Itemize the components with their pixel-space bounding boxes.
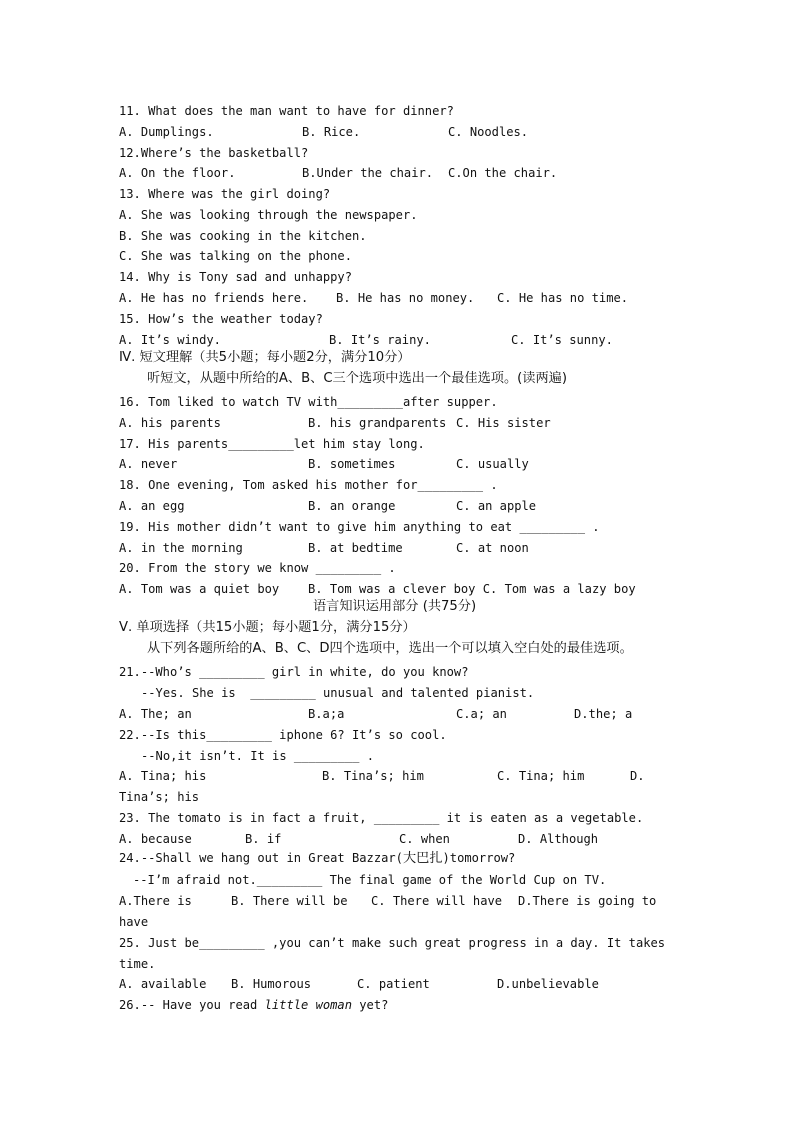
question-13-stem: 13. Where was the girl doing?	[119, 187, 331, 201]
q19-option-c: C. at noon	[456, 541, 529, 555]
q25-option-a: A. available	[119, 977, 207, 991]
q17-option-c: C. usually	[456, 457, 529, 471]
question-25-stem-continued: time.	[119, 957, 156, 971]
q12-option-a: A. On the floor.	[119, 166, 236, 180]
question-16-stem: 16. Tom liked to watch TV with_________after supper.	[119, 395, 498, 409]
q14-option-c: C. He has no time.	[497, 291, 629, 305]
question-21-line1: 21.--Who’s _________ girl in white, do you know?	[119, 665, 469, 679]
section-5-title: Ⅴ. 单项选择（共15小题；每小题1分，满分15分）	[119, 620, 416, 635]
q21-option-c: C.a; an	[456, 707, 507, 721]
q23-option-d: D. Although	[518, 832, 599, 846]
q24-line1-end: )tomorrow?	[442, 851, 516, 865]
q24-line1-start: 24.--Shall we hang out in Great Bazzar(	[119, 851, 403, 865]
q16-option-a: A. his parents	[119, 416, 221, 430]
q22-option-a: A. Tina; his	[119, 769, 207, 783]
section-4-title: Ⅳ. 短文理解（共5小题；每小题2分，满分10分）	[119, 350, 411, 365]
q12-option-c: C.On the chair.	[448, 166, 558, 180]
q26-stem-end: yet?	[352, 998, 389, 1012]
q20-option-a: A. Tom was a quiet boy	[119, 582, 280, 596]
question-14-stem: 14. Why is Tony sad and unhappy?	[119, 270, 352, 284]
q23-option-b: B. if	[245, 832, 282, 846]
section-4-instruction: 听短文，从题中所给的A、B、C三个选项中选出一个最佳选项。(读两遍)	[147, 371, 568, 386]
q21-option-a: A. The; an	[119, 707, 192, 721]
question-19-stem: 19. His mother didn’t want to give him anything to eat _________ .	[119, 520, 600, 534]
q24-place-name-chinese: 大巴扎	[402, 851, 443, 866]
q22-option-c: C. Tina; him	[497, 769, 585, 783]
q23-option-a: A. because	[119, 832, 192, 846]
q15-option-c: C. It’s sunny.	[511, 333, 613, 347]
q26-stem-start: 26.-- Have you read	[119, 998, 265, 1012]
q13-option-b: B. She was cooking in the kitchen.	[119, 229, 367, 243]
q15-option-a: A. It’s windy.	[119, 333, 221, 347]
q24-option-b: B. There will be	[231, 894, 348, 908]
q25-option-d: D.unbelievable	[497, 977, 599, 991]
q18-option-c: C. an apple	[456, 499, 537, 513]
q16-option-b: B. his grandparents	[308, 416, 447, 430]
q26-book-title: little woman	[264, 998, 352, 1012]
q24-option-d-continued: have	[119, 915, 149, 929]
q17-option-b: B. sometimes	[308, 457, 396, 471]
question-24-line1	[119, 850, 515, 867]
q19-option-b: B. at bedtime	[308, 541, 403, 555]
question-22-line1: 22.--Is this_________ iphone 6? It’s so cool.	[119, 728, 447, 742]
question-26-stem	[119, 997, 388, 1013]
q23-option-c: C. when	[399, 832, 450, 846]
q19-option-a: A. in the morning	[119, 541, 243, 555]
q12-option-b: B.Under the chair.	[302, 166, 434, 180]
question-24-line2: --I’m afraid not._________ The final game of the World Cup on TV.	[133, 873, 607, 887]
q22-option-d-continued: Tina’s; his	[119, 790, 200, 804]
question-20-stem: 20. From the story we know _________ .	[119, 561, 396, 575]
q25-option-c: C. patient	[357, 977, 430, 991]
q25-option-b: B. Humorous	[231, 977, 312, 991]
q18-option-a: A. an egg	[119, 499, 185, 513]
q16-option-c: C. His sister	[456, 416, 551, 430]
q11-option-c: C. Noodles.	[448, 125, 529, 139]
q24-option-c: C. There will have	[371, 894, 503, 908]
q11-option-b: B. Rice.	[302, 125, 361, 139]
q13-option-a: A. She was looking through the newspaper.	[119, 208, 418, 222]
q18-option-b: B. an orange	[308, 499, 396, 513]
question-25-stem: 25. Just be_________ ,you can’t make such great progress in a day. It takes	[119, 936, 666, 950]
section-5-instruction: 从下列各题所给的A、B、C、D四个选项中，选出一个可以填入空白处的最佳选项。	[147, 641, 633, 656]
q21-option-d: D.the; a	[574, 707, 633, 721]
q22-option-b: B. Tina’s; him	[322, 769, 424, 783]
q17-option-a: A. never	[119, 457, 178, 471]
q22-option-d: D.	[630, 769, 645, 783]
q13-option-c: C. She was talking on the phone.	[119, 249, 352, 263]
q20-options-b-c: B. Tom was a clever boy C. Tom was a lazy boy	[308, 582, 636, 596]
part-title: 语言知识运用部分 (共75分)	[313, 599, 477, 614]
q24-option-d: D.There is going to	[518, 894, 657, 908]
q21-option-b: B.a;a	[308, 707, 345, 721]
q15-option-b: B. It’s rainy.	[329, 333, 431, 347]
q14-option-b: B. He has no money.	[336, 291, 475, 305]
question-18-stem: 18. One evening, Tom asked his mother for_________ .	[119, 478, 498, 492]
question-23-stem: 23. The tomato is in fact a fruit, _________ it is eaten as a vegetable.	[119, 811, 644, 825]
question-22-line2: --No,it isn’t. It is _________ .	[141, 749, 374, 763]
question-11-stem: 11. What does the man want to have for dinner?	[119, 104, 454, 118]
question-12-stem: 12.Where’s the basketball?	[119, 146, 309, 160]
q24-option-a: A.There is	[119, 894, 192, 908]
q11-option-a: A. Dumplings.	[119, 125, 214, 139]
question-21-line2: --Yes. She is _________ unusual and talented pianist.	[141, 686, 535, 700]
q14-option-a: A. He has no friends here.	[119, 291, 309, 305]
question-17-stem: 17. His parents_________let him stay long.	[119, 437, 425, 451]
question-15-stem: 15. How’s the weather today?	[119, 312, 323, 326]
